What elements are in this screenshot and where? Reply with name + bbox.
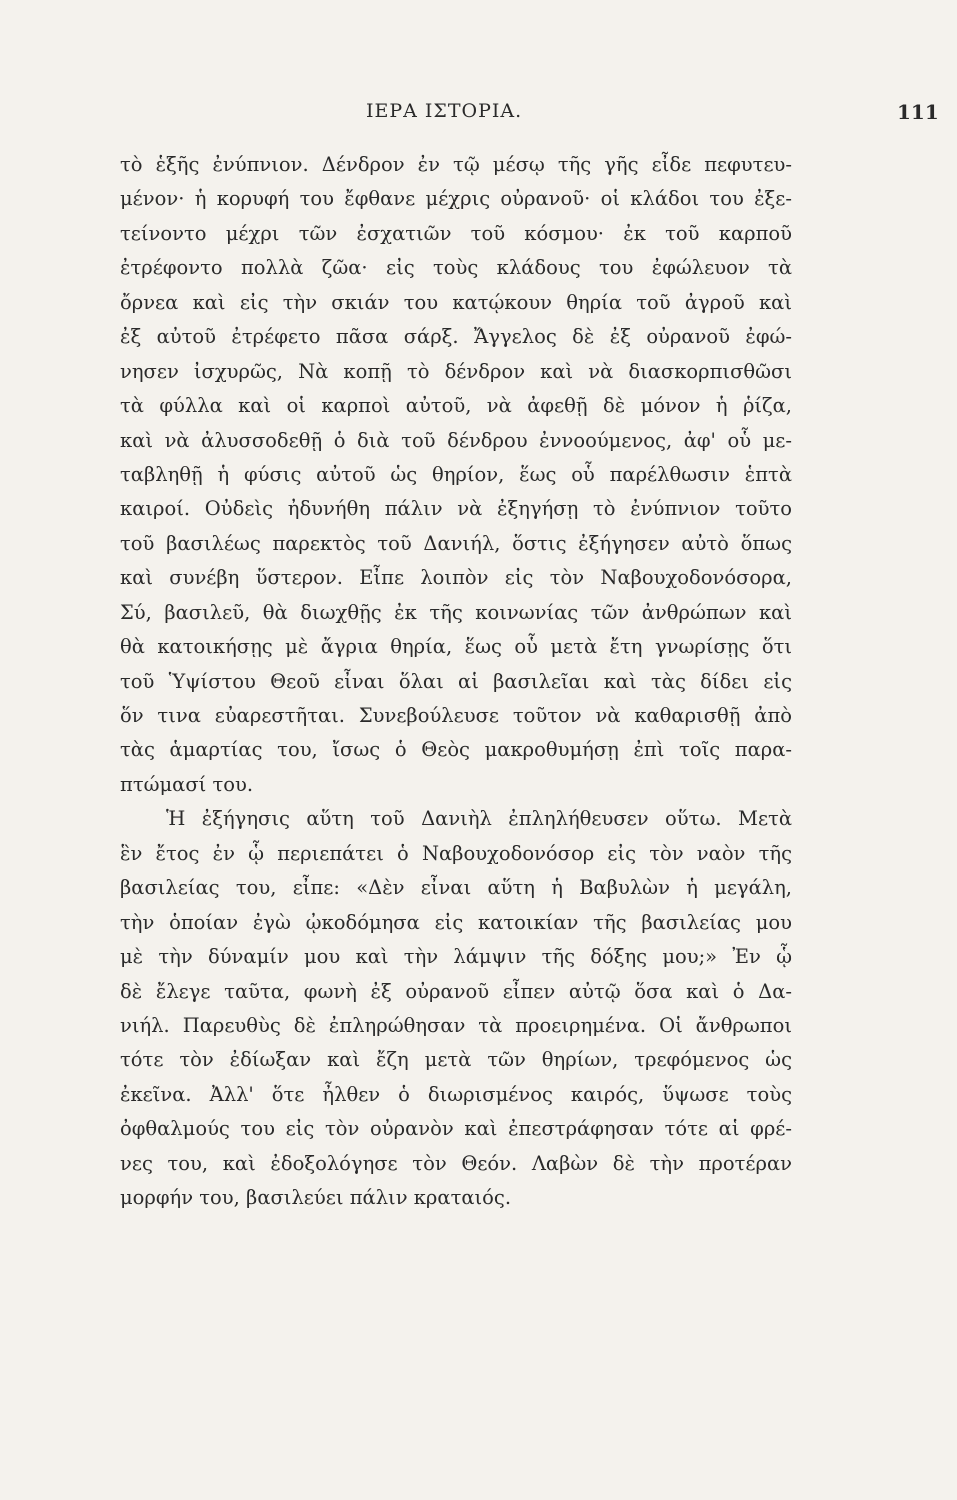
text-line: τότε τὸν ἐδίωξαν καὶ ἔζη μετὰ τῶν θηρίων, τρεφόμενος ὡς <box>120 1048 792 1072</box>
text-line: νησεν ἰσχυρῶς, Νὰ κοπῇ τὸ δένδρον καὶ νὰ διασκορπισθῶσι <box>120 359 792 383</box>
running-head <box>0 100 957 130</box>
text-line: Ἡ ἐξήγησις αὕτη τοῦ Δανιὴλ ἐπληλήθευσεν οὕτω. Μετὰ <box>166 807 792 831</box>
text-line: βασιλείας του, εἶπε: «Δὲν εἶναι αὕτη ἡ Βαβυλὼν ἡ μεγάλη, <box>120 876 792 900</box>
text-line: τείνοντο μέχρι τῶν ἐσχατιῶν τοῦ κόσμου· ἐκ τοῦ καρποῦ <box>120 221 792 245</box>
page-number: 111 <box>897 100 939 124</box>
text-line: θὰ κατοικήσῃς μὲ ἄγρια θηρία, ἕως οὗ μετὰ ἔτη γνωρίσῃς ὅτι <box>120 635 792 659</box>
text-line: τοῦ βασιλέως παρεκτὸς τοῦ Δανιήλ, ὅστις ἐξήγησεν αὐτὸ ὅπως <box>120 531 792 555</box>
text-line: τὴν ὁποίαν ἐγὼ ᾠκοδόμησα εἰς κατοικίαν τῆς βασιλείας μου <box>120 910 792 934</box>
text-line: ὄρνεα καὶ εἰς τὴν σκιάν του κατῴκουν θηρία τοῦ ἀγροῦ καὶ <box>120 290 792 314</box>
running-title: ΙΕΡΑ ΙΣΤΟΡΙΑ. <box>366 100 523 122</box>
text-line: ἓν ἔτος ἐν ᾧ περιεπάτει ὁ Ναβουχοδονόσορ εἰς τὸν ναὸν τῆς <box>120 841 792 865</box>
text-line: μὲ τὴν δύναμίν μου καὶ τὴν λάμψιν τῆς δόξης μου;» Ἐν ᾧ <box>120 945 792 969</box>
text-line: καιροί. Οὐδεὶς ἠδυνήθη πάλιν νὰ ἐξηγήσῃ τὸ ἐνύπνιον τοῦτο <box>120 497 792 521</box>
text-line: καὶ συνέβη ὕστερον. Εἶπε λοιπὸν εἰς τὸν Ναβουχοδονόσορα, <box>120 566 792 590</box>
text-line: τοῦ Ὑψίστου Θεοῦ εἶναι ὅλαι αἱ βασιλεῖαι καὶ τὰς δίδει εἰς <box>120 669 792 693</box>
text-line: ἐκεῖνα. Ἀλλ' ὅτε ἦλθεν ὁ διωρισμένος καιρός, ὕψωσε τοὺς <box>120 1082 792 1106</box>
text-line: μένον· ἡ κορυφή του ἔφθανε μέχρις οὐρανοῦ· οἱ κλάδοι του ἐξε- <box>120 187 792 211</box>
text-line: νιήλ. Παρευθὺς δὲ ἐπληρώθησαν τὰ προειρημένα. Οἱ ἄνθρωποι <box>120 1013 792 1037</box>
text-line: ὅν τινα εὐαρεστῆται. Συνεβούλευσε τοῦτον νὰ καθαρισθῇ ἀπὸ <box>120 704 792 727</box>
text-line: ταβληθῇ ἡ φύσις αὐτοῦ ὡς θηρίον, ἕως οὗ παρέλθωσιν ἑπτὰ <box>120 462 792 486</box>
body-text <box>120 148 792 1216</box>
text-line: νες του, καὶ ἐδοξολόγησε τὸν Θεόν. Λαβὼν δὲ τὴν προτέραν <box>120 1151 792 1175</box>
text-line: πτώμασί του. <box>120 772 254 796</box>
text-line: Σύ, βασιλεῦ, θὰ διωχθῇς ἐκ τῆς κοινωνίας τῶν ἀνθρώπων καὶ <box>120 600 792 624</box>
text-line: τὰς ἁμαρτίας του, ἴσως ὁ Θεὸς μακροθυμήσῃ ἐπὶ τοῖς παρα- <box>120 738 792 762</box>
text-line: δὲ ἔλεγε ταῦτα, φωνὴ ἐξ οὐρανοῦ εἶπεν αὐτῷ ὅσα καὶ ὁ Δα- <box>120 979 792 1003</box>
text-line: ὀφθαλμούς του εἰς τὸν οὐρανὸν καὶ ἐπεστράφησαν τότε αἱ φρέ- <box>120 1117 792 1141</box>
text-line: καὶ νὰ ἀλυσσοδεθῇ ὁ διὰ τοῦ δένδρου ἐννοούμενος, ἀφ' οὗ με- <box>120 428 792 452</box>
text-line: τὸ ἑξῆς ἐνύπνιον. Δένδρον ἐν τῷ μέσῳ τῆς γῆς εἶδε πεφυτευ- <box>120 153 792 176</box>
text-line: μορφήν του, βασιλεύει πάλιν κραταιός. <box>120 1186 512 1210</box>
text-line: τὰ φύλλα καὶ οἱ καρποὶ αὐτοῦ, νὰ ἀφεθῇ δὲ μόνον ἡ ῥίζα, <box>120 394 792 418</box>
text-line: ἐτρέφοντο πολλὰ ζῶα· εἰς τοὺς κλάδους του ἐφώλευον τὰ <box>120 256 792 280</box>
text-line: ἐξ αὐτοῦ ἐτρέφετο πᾶσα σάρξ. Ἄγγελος δὲ ἐξ οὐρανοῦ ἐφώ- <box>120 325 792 349</box>
